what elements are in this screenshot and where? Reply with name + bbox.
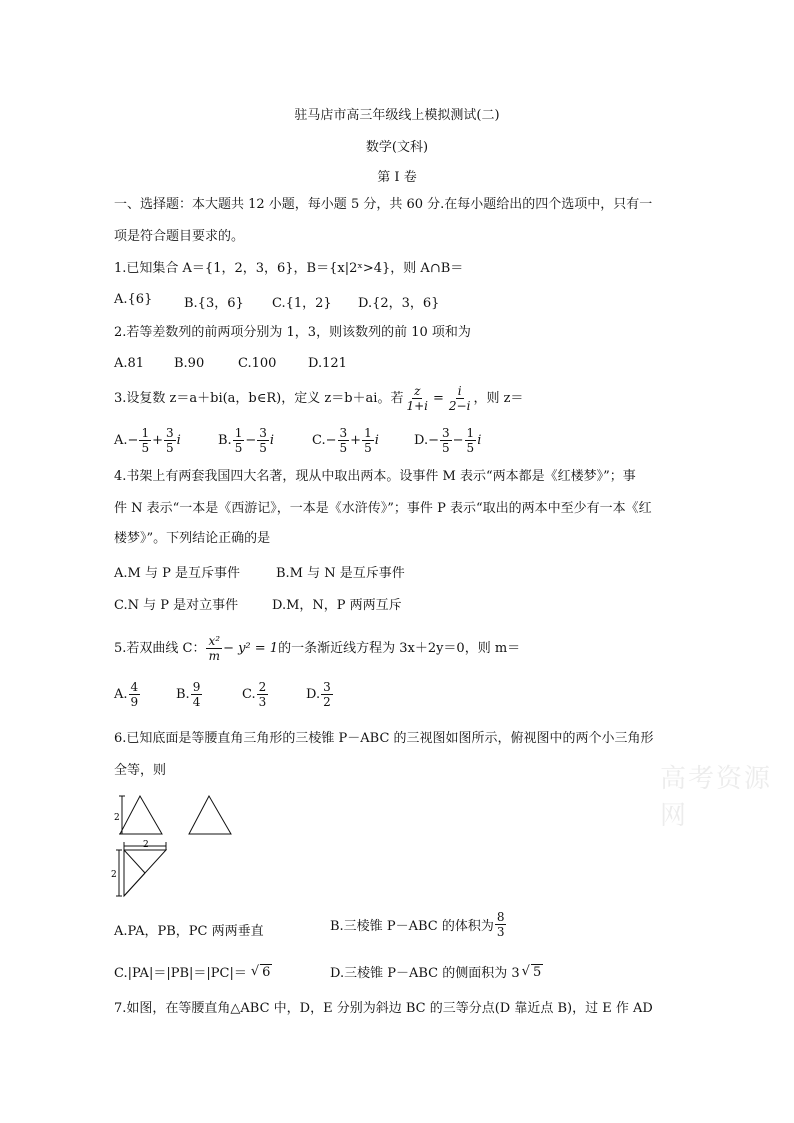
top-view-height-label: 2 bbox=[111, 870, 117, 880]
q3-option-b-den2: 5 bbox=[259, 441, 267, 455]
q3-option-c-den2: 5 bbox=[364, 441, 372, 455]
q3-option-a-unit: i bbox=[176, 433, 181, 448]
q6-option-b-frac bbox=[495, 910, 507, 939]
q3-option-c-sign2: + bbox=[350, 433, 362, 448]
q3-fraction-right bbox=[447, 384, 473, 413]
watermark: 高考资源网 bbox=[660, 764, 773, 831]
q5-option-a-frac bbox=[129, 680, 141, 709]
q3-option-c-sign1: − bbox=[325, 433, 337, 448]
q6-option-b-den: 3 bbox=[496, 925, 505, 939]
q5-option-b-den: 4 bbox=[192, 695, 201, 709]
three-view-figure bbox=[110, 790, 250, 902]
q6-option-c-text: C.|PA|＝|PB|＝|PC|＝ bbox=[114, 966, 247, 981]
front-view-height-label: 2 bbox=[114, 813, 120, 823]
q3-option-a-num1: 1 bbox=[141, 426, 150, 440]
q2-option-c: C.100 bbox=[238, 356, 277, 371]
q5-option-d-frac bbox=[321, 680, 333, 709]
q5-option-d-den: 2 bbox=[323, 695, 331, 709]
q3-frac-left-num: z bbox=[414, 384, 421, 398]
q5-stem-pre: 5.若双曲线 C： bbox=[114, 640, 206, 656]
q3-option-b-label: B. bbox=[218, 433, 232, 448]
q5-frac-num: x² bbox=[208, 634, 221, 648]
q5-option-d-label: D. bbox=[306, 687, 321, 702]
q5-option-a-num: 4 bbox=[130, 680, 139, 694]
q3-option-a-sign2: + bbox=[152, 433, 163, 448]
q5-option-d bbox=[306, 680, 334, 709]
q3-option-d-num2: 1 bbox=[466, 426, 475, 440]
q3-equals: = bbox=[433, 390, 444, 406]
q5-option-c-label: C. bbox=[242, 687, 256, 702]
q1-stem: 1.已知集合 A＝{1，2，3，6}，B＝{x|2ˣ>4}，则 A∩B＝ bbox=[114, 261, 464, 276]
q3-fraction-left bbox=[404, 384, 430, 413]
q2-option-d: D.121 bbox=[308, 356, 347, 371]
q3-option-a-sign1: − bbox=[127, 433, 139, 448]
q3-option-b-num1: 1 bbox=[234, 426, 243, 440]
q3-option-b-unit: i bbox=[269, 433, 275, 448]
q6-option-d-text: D.三棱锥 P－ABC 的侧面积为 3 bbox=[330, 966, 520, 981]
q5-option-b-frac bbox=[191, 680, 203, 709]
q6-option-d bbox=[330, 962, 543, 981]
q3-option-d-sign2: − bbox=[452, 433, 464, 448]
q3-option-d-num1: 3 bbox=[442, 426, 450, 440]
q5-option-b-label: B. bbox=[176, 687, 190, 702]
q3-option-d-unit: i bbox=[477, 433, 482, 448]
q3-option-a-frac2 bbox=[164, 426, 176, 455]
q1-option-b: B.{3，6} bbox=[184, 296, 244, 311]
q5-frac-den: m bbox=[208, 649, 220, 663]
q4-option-b: B.M 与 N 是互斥事件 bbox=[276, 566, 405, 581]
q3-option-b-num2: 3 bbox=[259, 426, 267, 440]
q3-option-b-frac1 bbox=[233, 426, 245, 455]
q3-option-d-frac1 bbox=[440, 426, 452, 455]
q3-option-c-unit: i bbox=[374, 433, 379, 448]
q3-option-d-label: D. bbox=[414, 433, 429, 448]
volume-label: 第 I 卷 bbox=[377, 170, 417, 185]
sqrt-sign: √ bbox=[521, 964, 530, 979]
q1-option-d: D.{2，3，6} bbox=[358, 296, 440, 311]
q3-option-b-frac2 bbox=[257, 426, 269, 455]
q6-line1: 6.已知底面是等腰直角三角形的三棱锥 P－ABC 的三视图如图所示，俯视图中的两个小三角形 bbox=[114, 731, 654, 746]
top-view-width-label: 2 bbox=[143, 840, 149, 850]
q3-option-c-num1: 3 bbox=[339, 426, 348, 440]
q3-option-b-den1: 5 bbox=[234, 441, 243, 455]
section-instructions-line2: 项是符合题目要求的。 bbox=[114, 229, 245, 244]
q4-option-a: A.M 与 P 是互斥事件 bbox=[114, 566, 240, 581]
exam-title: 驻马店市高三年级线上模拟测试(二) bbox=[294, 108, 500, 123]
q3-option-b bbox=[218, 426, 274, 455]
q5-option-b bbox=[176, 680, 203, 709]
q3-option-c-label: C. bbox=[312, 433, 326, 448]
q6-option-b bbox=[330, 910, 507, 939]
q4-option-c: C.N 与 P 是对立事件 bbox=[114, 598, 239, 613]
q3-option-d-den1: 5 bbox=[442, 441, 450, 455]
q3-option-d-frac2 bbox=[465, 426, 477, 455]
q3-option-a-num2: 3 bbox=[165, 426, 174, 440]
q3-option-a-label: A. bbox=[114, 433, 128, 448]
q3-option-a bbox=[114, 426, 181, 455]
q5-stem-post: 的一条渐近线方程为 3x＋2y＝0，则 m＝ bbox=[278, 640, 521, 656]
q6-option-b-text: B.三棱锥 P－ABC 的体积为 bbox=[330, 919, 494, 934]
q3-option-a-den2: 5 bbox=[165, 441, 174, 455]
q6-option-d-root: 5 bbox=[532, 964, 542, 980]
q5-option-c-den: 3 bbox=[258, 695, 267, 709]
q3-option-c-frac2 bbox=[362, 426, 374, 455]
q5-equation-rest: − y² = 1 bbox=[223, 640, 279, 656]
q3-frac-left-den: 1+i bbox=[406, 399, 428, 413]
q3-stem-pre: 3.设复数 z＝a＋bi(a，b∈R)，定义 z＝b＋ai。若 bbox=[114, 390, 404, 406]
q3-option-a-den1: 5 bbox=[141, 441, 150, 455]
sqrt-sign: √ bbox=[250, 964, 260, 979]
q3-option-d bbox=[414, 426, 481, 455]
q5-option-c bbox=[242, 680, 269, 709]
q3-option-c-num2: 1 bbox=[364, 426, 372, 440]
q3-option-c-den1: 5 bbox=[339, 441, 348, 455]
q3-stem bbox=[114, 384, 523, 413]
q6-option-b-num: 8 bbox=[496, 910, 505, 924]
q3-option-d-sign1: − bbox=[428, 433, 439, 448]
q5-option-c-num: 2 bbox=[258, 680, 267, 694]
q6-option-c-root: 6 bbox=[262, 964, 271, 980]
q4-line2: 件 N 表示“一本是《西游记》，一本是《水浒传》”；事件 P 表示“取出的两本中至少有一本《红 bbox=[114, 501, 652, 516]
q5-option-a-den: 9 bbox=[130, 695, 139, 709]
side-view-triangle bbox=[189, 796, 231, 834]
q5-option-a-label: A. bbox=[114, 687, 128, 702]
q5-option-c-frac bbox=[257, 680, 269, 709]
q5-option-b-num: 9 bbox=[192, 680, 201, 694]
q4-line1: 4.书架上有两套我国四大名著，现从中取出两本。设事件 M 表示“两本都是《红楼梦》”；事 bbox=[114, 469, 636, 484]
q2-stem: 2.若等差数列的前两项分别为 1，3，则该数列的前 10 项和为 bbox=[114, 325, 471, 340]
q1-option-a: A.{6} bbox=[114, 292, 153, 307]
front-view-triangle bbox=[120, 796, 162, 834]
q3-stem-post: ，则 z＝ bbox=[473, 390, 524, 406]
exam-subtitle: 数学(文科) bbox=[365, 140, 429, 155]
q3-frac-right-den: 2−i bbox=[448, 399, 471, 413]
q2-option-b: B.90 bbox=[174, 356, 205, 371]
q2-option-a: A.81 bbox=[114, 356, 145, 371]
q3-option-c bbox=[312, 426, 379, 455]
q5-option-d-num: 3 bbox=[323, 680, 331, 694]
q5-option-a bbox=[114, 680, 141, 709]
q5-stem bbox=[114, 634, 520, 663]
q4-option-d: D.M，N，P 两两互斥 bbox=[272, 598, 402, 613]
q6-option-c bbox=[114, 962, 272, 981]
q3-option-b-sign2: − bbox=[245, 433, 257, 448]
q6-line2: 全等，则 bbox=[114, 763, 167, 778]
q1-option-c: C.{1，2} bbox=[272, 296, 332, 311]
section-instructions-line1: 一、选择题：本大题共 12 小题，每小题 5 分，共 60 分.在每小题给出的四个选项中，只有一 bbox=[114, 197, 653, 212]
q5-fraction bbox=[206, 634, 222, 663]
q7-line1: 7.如图，在等腰直角△ABC 中，D，E 分别为斜边 BC 的三等分点(D 靠近点 B)，过 E 作 AD bbox=[114, 1001, 653, 1016]
q3-option-c-frac1 bbox=[338, 426, 350, 455]
q6-option-a: A.PA，PB，PC 两两垂直 bbox=[114, 924, 264, 939]
q3-option-d-den2: 5 bbox=[466, 441, 475, 455]
q3-frac-right-num: i bbox=[457, 384, 462, 398]
q3-option-a-frac1 bbox=[139, 426, 151, 455]
q4-line3: 楼梦》”。下列结论正确的是 bbox=[114, 531, 271, 546]
